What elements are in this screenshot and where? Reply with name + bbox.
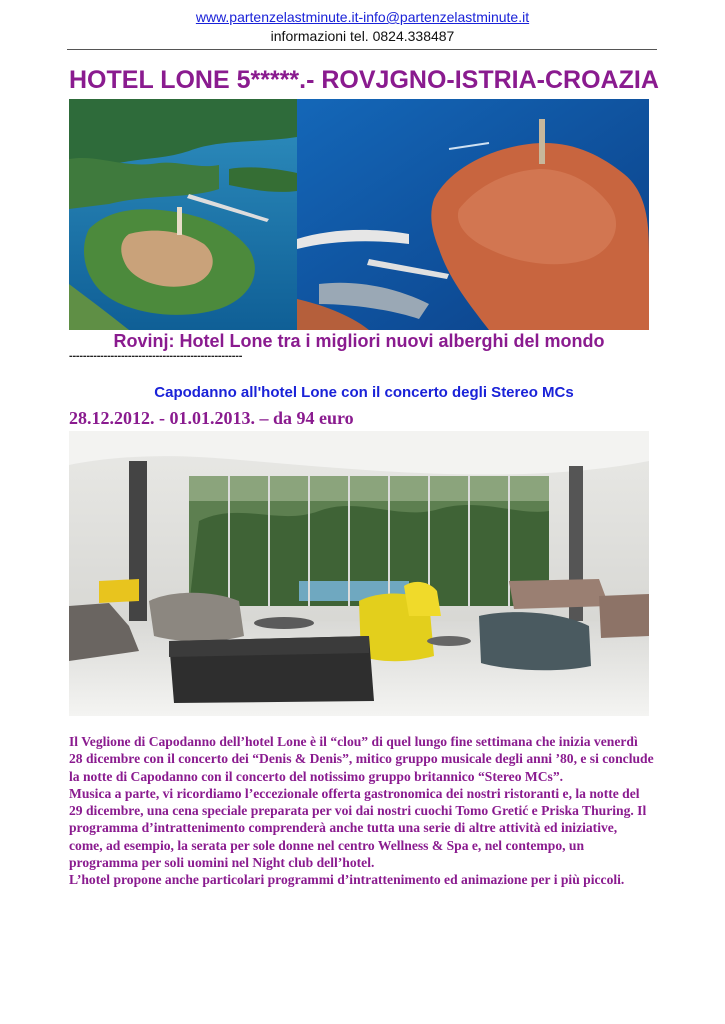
- hotel-lobby-photo: [69, 431, 649, 716]
- event-heading: Capodanno all'hotel Lone con il concerto degli Stereo MCs: [154, 384, 574, 401]
- article-body: [69, 733, 654, 889]
- paragraph-2: Musica a parte, vi ricordiamo l’eccezionale offerta gastronomica dei nostri ristoranti e, la notte del 29 dicembre, una cena speciale preparata per voi dai nostri cuochi Tomo Gretić e Priska Thuring. Il programma d’intrattenimento comprenderà anche tutta una serie di altre attività ed iniziative, come, ad esempio, la serata per sole donne nel centro Wellness & Spa e, nel contempo, un programma per soli uomini nel Night club dell’hotel.: [69, 785, 647, 871]
- paragraph-1: Il Veglione di Capodanno dell’hotel Lone è il “clou” di quel lungo fine settimana che inizia venerdì 28 dicembre con il concerto dei “Denis & Denis”, mitico gruppo musicale degli anni ’80, e si conclude la notte di Capodanno con il concerto del notissimo gruppo britannico “Stereo MCs”.: [69, 734, 654, 784]
- paragraph-3: L’hotel propone anche particolari programmi d’intrattenimento ed animazione per i più piccoli.: [69, 872, 625, 888]
- article-subtitle: Rovinj: Hotel Lone tra i migliori nuovi alberghi del mondo: [113, 331, 605, 351]
- phone-info: informazioni tel. 0824.338487: [270, 28, 455, 44]
- page-title: HOTEL LONE 5*****.- ROVJGNO-ISTRIA-CROAZIA: [69, 66, 659, 94]
- separator-line: --------------------------------------------------: [69, 350, 243, 362]
- header-divider: [67, 49, 657, 50]
- website-email-link[interactable]: www.partenzelastminute.it-info@partenzelastminute.it: [195, 9, 530, 25]
- rovinj-aerial-photo: [69, 99, 649, 330]
- dates-price: 28.12.2012. - 01.01.2013. – da 94 euro: [69, 408, 354, 428]
